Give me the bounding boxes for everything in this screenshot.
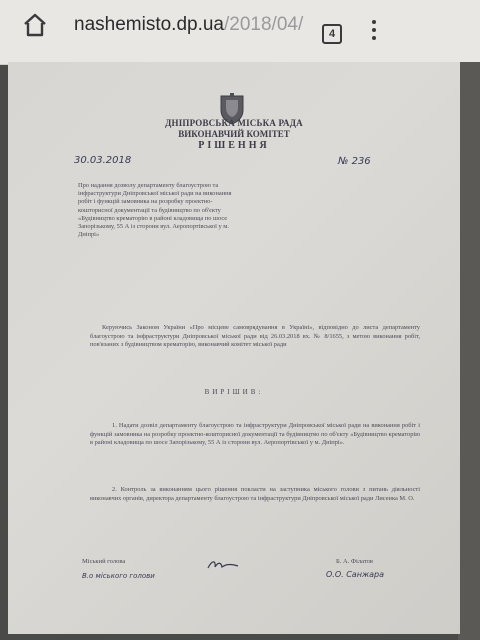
tab-switcher-button[interactable]: 4 <box>322 24 342 44</box>
decision-number: № 236 <box>338 156 371 167</box>
address-bar[interactable] <box>74 14 304 42</box>
preamble-paragraph: Керуючись Законом України «Про місцеве самоврядування в Україні», відповідно до листа департаменту благоустрою та інфраструктури Дніпровської міської ради від 26.03.2018 вх. № 8/1655, з метою виконання робіт, пов'язаних з будівництвом крематорію, виконавчий комітет міської ради <box>90 324 420 349</box>
signer-title: Міський голова <box>82 558 126 565</box>
home-icon[interactable] <box>22 12 48 38</box>
decided-heading: ВИРІШИВ: <box>204 388 264 396</box>
acting-signer-title: В.о міського голови <box>82 572 155 580</box>
signature-mark <box>206 558 240 572</box>
committee-name: ВИКОНАВЧИЙ КОМІТЕТ <box>178 129 290 139</box>
decision-subject: Про надання дозволу департаменту благоустрою та інфраструктури Дніпровської міської ради на виконання робіт і функцій замовника на розробку проектно-кошторисної документації та будівництво по об'єкту «Будівництво крематорію в районі кладовища по шосе Запорізькому, 55 А із сторони вул. Аеропортівської у м. Дніпрі» <box>78 182 232 239</box>
url-host: nashemisto.dp.ua <box>74 14 224 35</box>
decision-date: 30.03.2018 <box>74 155 132 166</box>
signer-name: Б. А. Філатов <box>336 558 373 565</box>
url-path: /2018/04/ <box>224 14 304 35</box>
browser-toolbar <box>0 0 480 65</box>
document-type: РІШЕННЯ <box>198 140 270 151</box>
overflow-menu-icon[interactable] <box>368 20 380 44</box>
acting-signer-name: О.О. Санжара <box>326 570 385 579</box>
clause-2: 2. Контроль за виконанням цього рішення покласти на заступника міського голови з питань діяльності виконавчих органів, директора департаменту благоустрою та інфраструктури Дніпровської міської ради Лисенка М. О. <box>90 486 420 502</box>
council-name: ДНІПРОВСЬКА МІСЬКА РАДА <box>165 118 303 128</box>
document-page <box>8 62 460 634</box>
background-edge <box>458 62 480 640</box>
clause-1: 1. Надати дозвіл департаменту благоустрою та інфраструктури Дніпровської міської ради на виконання робіт і функцій замовника на розробку проектно-кошторисної документації та будівництво по об'єкту «Будівництво крематорію в районі кладовища по шосе Запорізькому, 55 А із сторони вул. Аеропортівської у м. Дніпрі». <box>90 422 420 447</box>
